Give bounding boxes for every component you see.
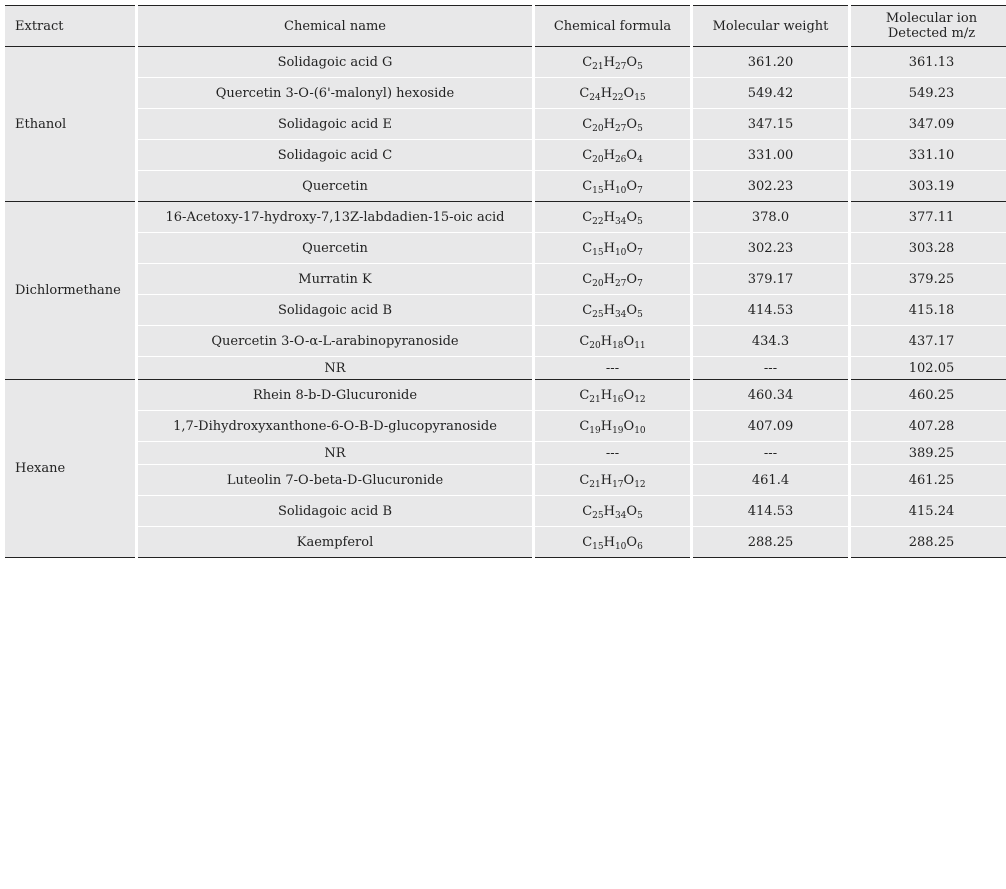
extract-cell: Dichlormethane bbox=[5, 202, 135, 380]
molecular-weight-cell: 461.4 bbox=[693, 465, 848, 496]
header-chemical-name: Chemical name bbox=[138, 5, 532, 47]
table-row bbox=[5, 527, 1006, 558]
chemical-name-cell: Quercetin 3-O-(6'-malonyl) hexoside bbox=[138, 78, 532, 109]
table-row bbox=[5, 233, 1006, 264]
molecular-ion-cell: 377.11 bbox=[851, 202, 1006, 233]
chemical-name-cell: 16-Acetoxy-17-hydroxy-7,13Z-labdadien-15-oic acid bbox=[138, 202, 532, 233]
molecular-ion-cell: 347.09 bbox=[851, 109, 1006, 140]
molecular-weight-cell: 407.09 bbox=[693, 411, 848, 442]
header-molecular-weight: Molecular weight bbox=[693, 5, 848, 47]
molecular-weight-cell: 378.0 bbox=[693, 202, 848, 233]
molecular-weight-cell: 302.23 bbox=[693, 171, 848, 202]
molecular-ion-cell: 379.25 bbox=[851, 264, 1006, 295]
chemical-name-cell: Kaempferol bbox=[138, 527, 532, 558]
header-extract: Extract bbox=[5, 5, 135, 47]
table-row bbox=[5, 411, 1006, 442]
molecular-ion-cell: 288.25 bbox=[851, 527, 1006, 558]
molecular-weight-cell: 460.34 bbox=[693, 380, 848, 411]
chemical-formula-cell: $C_{20}H_{27}O_5$ bbox=[535, 109, 690, 140]
molecular-ion-cell: 361.13 bbox=[851, 47, 1006, 78]
chemical-name-cell: Solidagoic acid C bbox=[138, 140, 532, 171]
molecular-ion-cell: 461.25 bbox=[851, 465, 1006, 496]
table-row bbox=[5, 202, 1006, 233]
chemical-formula-cell: $C_{20}H_{18}O_{11}$ bbox=[535, 326, 690, 357]
chemical-formula-cell: --- bbox=[535, 442, 690, 465]
molecular-ion-cell: 331.10 bbox=[851, 140, 1006, 171]
chemical-formula-cell: $C_{15}H_{10}O_7$ bbox=[535, 233, 690, 264]
chemical-formula-cell: $C_{15}H_{10}O_6$ bbox=[535, 527, 690, 558]
table-row bbox=[5, 357, 1006, 380]
chemical-name-cell: NR bbox=[138, 442, 532, 465]
table-row bbox=[5, 78, 1006, 109]
molecular-weight-cell: 302.23 bbox=[693, 233, 848, 264]
chemical-formula-cell: $C_{20}H_{27}O_7$ bbox=[535, 264, 690, 295]
header-row bbox=[5, 5, 1006, 47]
chemical-formula-cell: $C_{25}H_{34}O_5$ bbox=[535, 295, 690, 326]
chemical-name-cell: Luteolin 7-O-beta-D-Glucuronide bbox=[138, 465, 532, 496]
molecular-weight-cell: 434.3 bbox=[693, 326, 848, 357]
header-molecular-ion-line2: Detected m/z bbox=[887, 26, 976, 41]
chemical-name-cell: Solidagoic acid B bbox=[138, 496, 532, 527]
chemical-formula-cell: $C_{22}H_{34}O_5$ bbox=[535, 202, 690, 233]
header-chemical-formula: Chemical formula bbox=[535, 5, 690, 47]
molecular-ion-cell: 415.18 bbox=[851, 295, 1006, 326]
table-row bbox=[5, 171, 1006, 202]
table-row bbox=[5, 140, 1006, 171]
table-row bbox=[5, 465, 1006, 496]
molecular-ion-cell: 389.25 bbox=[851, 442, 1006, 465]
molecular-weight-cell: --- bbox=[693, 442, 848, 465]
chemical-name-cell: Murratin K bbox=[138, 264, 532, 295]
chemical-formula-cell: $C_{21}H_{27}O_5$ bbox=[535, 47, 690, 78]
chemical-name-cell: Rhein 8-b-D-Glucuronide bbox=[138, 380, 532, 411]
molecular-ion-cell: 437.17 bbox=[851, 326, 1006, 357]
molecular-weight-cell: --- bbox=[693, 357, 848, 380]
molecular-weight-cell: 361.20 bbox=[693, 47, 848, 78]
chemical-name-cell: 1,7-Dihydroxyxanthone-6-O-B-D-glucopyranoside bbox=[138, 411, 532, 442]
table-row bbox=[5, 264, 1006, 295]
chemical-formula-cell: $C_{15}H_{10}O_7$ bbox=[535, 171, 690, 202]
molecular-ion-cell: 303.19 bbox=[851, 171, 1006, 202]
table-row bbox=[5, 109, 1006, 140]
compound-table bbox=[2, 5, 1006, 558]
molecular-ion-cell: 407.28 bbox=[851, 411, 1006, 442]
chemical-formula-cell: $C_{21}H_{17}O_{12}$ bbox=[535, 465, 690, 496]
table-row bbox=[5, 380, 1006, 411]
chemical-name-cell: Quercetin bbox=[138, 171, 532, 202]
chemical-name-cell: Solidagoic acid B bbox=[138, 295, 532, 326]
molecular-weight-cell: 288.25 bbox=[693, 527, 848, 558]
molecular-ion-cell: 303.28 bbox=[851, 233, 1006, 264]
chemical-name-cell: NR bbox=[138, 357, 532, 380]
molecular-ion-cell: 415.24 bbox=[851, 496, 1006, 527]
molecular-weight-cell: 347.15 bbox=[693, 109, 848, 140]
molecular-weight-cell: 414.53 bbox=[693, 496, 848, 527]
table-row bbox=[5, 295, 1006, 326]
chemical-formula-cell: $C_{24}H_{22}O_{15}$ bbox=[535, 78, 690, 109]
extract-cell: Ethanol bbox=[5, 47, 135, 202]
molecular-weight-cell: 331.00 bbox=[693, 140, 848, 171]
chemical-formula-cell: --- bbox=[535, 357, 690, 380]
header-molecular-ion bbox=[851, 5, 1006, 47]
table-row bbox=[5, 496, 1006, 527]
chemical-name-cell: Solidagoic acid G bbox=[138, 47, 532, 78]
molecular-ion-cell: 460.25 bbox=[851, 380, 1006, 411]
chemical-name-cell: Solidagoic acid E bbox=[138, 109, 532, 140]
table-body bbox=[5, 47, 1006, 558]
table-row bbox=[5, 326, 1006, 357]
molecular-ion-cell: 549.23 bbox=[851, 78, 1006, 109]
chemical-formula-cell: $C_{25}H_{34}O_5$ bbox=[535, 496, 690, 527]
chemical-name-cell: Quercetin bbox=[138, 233, 532, 264]
chemical-formula-cell: $C_{21}H_{16}O_{12}$ bbox=[535, 380, 690, 411]
extract-cell: Hexane bbox=[5, 380, 135, 558]
chemical-formula-cell: $C_{19}H_{19}O_{10}$ bbox=[535, 411, 690, 442]
header-molecular-ion-line1: Molecular ion bbox=[885, 11, 978, 26]
chemical-formula-cell: $C_{20}H_{26}O_4$ bbox=[535, 140, 690, 171]
molecular-weight-cell: 379.17 bbox=[693, 264, 848, 295]
chemical-name-cell: Quercetin 3-O-α-L-arabinopyranoside bbox=[138, 326, 532, 357]
molecular-weight-cell: 549.42 bbox=[693, 78, 848, 109]
table-row bbox=[5, 442, 1006, 465]
molecular-weight-cell: 414.53 bbox=[693, 295, 848, 326]
molecular-ion-cell: 102.05 bbox=[851, 357, 1006, 380]
table-row bbox=[5, 47, 1006, 78]
